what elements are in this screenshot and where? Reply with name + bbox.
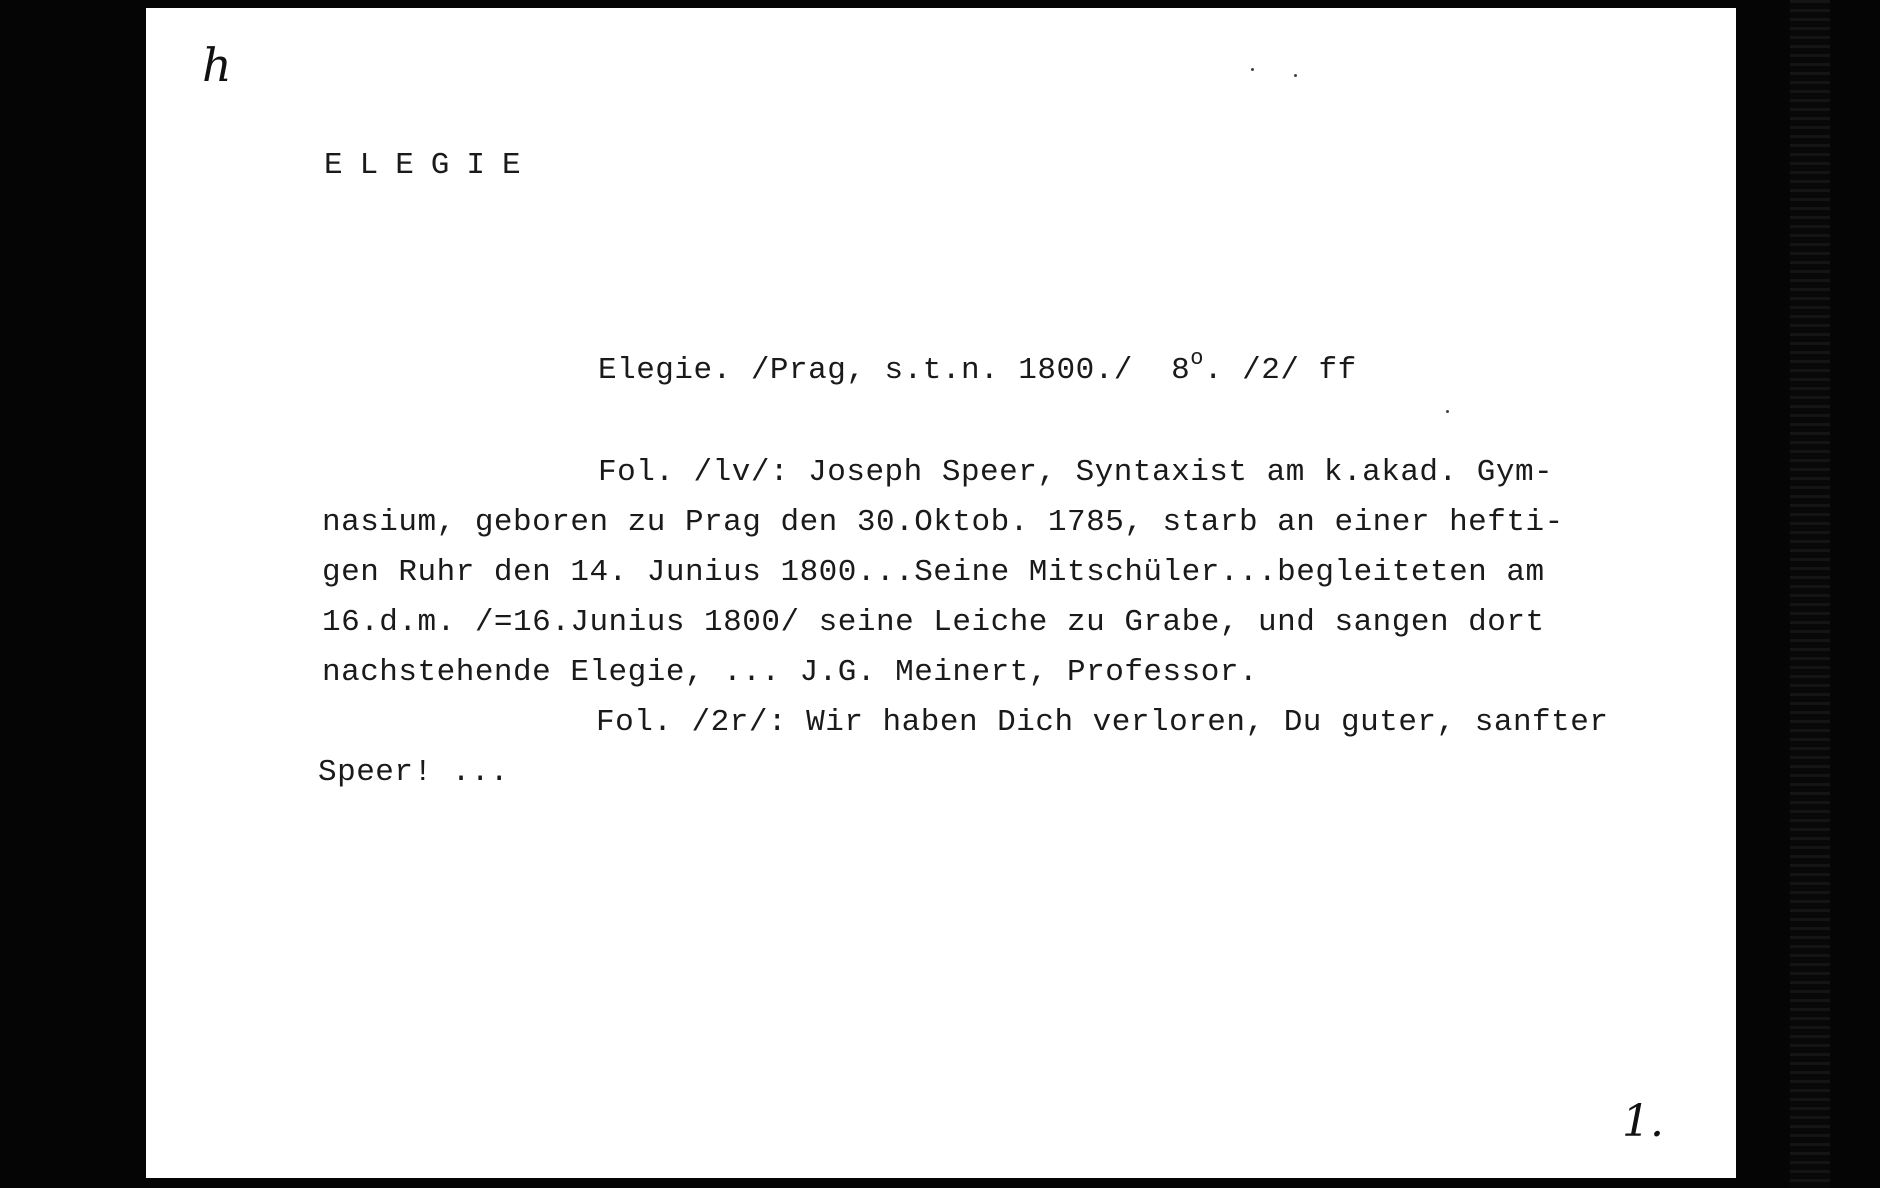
note-line: gen Ruhr den 14. Junius 1800...Seine Mitschüler...begleiteten am bbox=[322, 555, 1545, 590]
note-line: Fol. /lv/: Joseph Speer, Syntaxist am k.akad. Gym- bbox=[598, 455, 1554, 490]
note-line: nachstehende Elegie, ... J.G. Meinert, Professor. bbox=[322, 655, 1259, 690]
handwritten-corner-mark: h bbox=[202, 38, 232, 92]
dust-speck bbox=[1251, 68, 1254, 71]
title-rest: . /2/ ff bbox=[1203, 353, 1357, 388]
handwritten-page-mark: 1. bbox=[1622, 1096, 1664, 1147]
card-heading: ELEGIE bbox=[324, 148, 538, 183]
scan-edge-strip bbox=[1790, 0, 1830, 1188]
title-main: Elegie. /Prag, s.t.n. 1800./ 8 bbox=[598, 353, 1191, 388]
note-line: Speer! ... bbox=[318, 755, 510, 790]
title-superscript: o bbox=[1190, 346, 1204, 371]
catalog-card bbox=[146, 8, 1736, 1178]
note-line: 16.d.m. /=16.Junius 1800/ seine Leiche zu Grabe, und sangen dort bbox=[322, 605, 1545, 640]
dust-speck bbox=[1294, 74, 1297, 77]
dust-speck bbox=[1446, 410, 1449, 413]
note-line: Fol. /2r/: Wir haben Dich verloren, Du guter, sanfter bbox=[596, 705, 1609, 740]
bibliographic-title bbox=[598, 346, 1357, 396]
note-line: nasium, geboren zu Prag den 30.Oktob. 1785, starb an einer hefti- bbox=[322, 505, 1564, 540]
